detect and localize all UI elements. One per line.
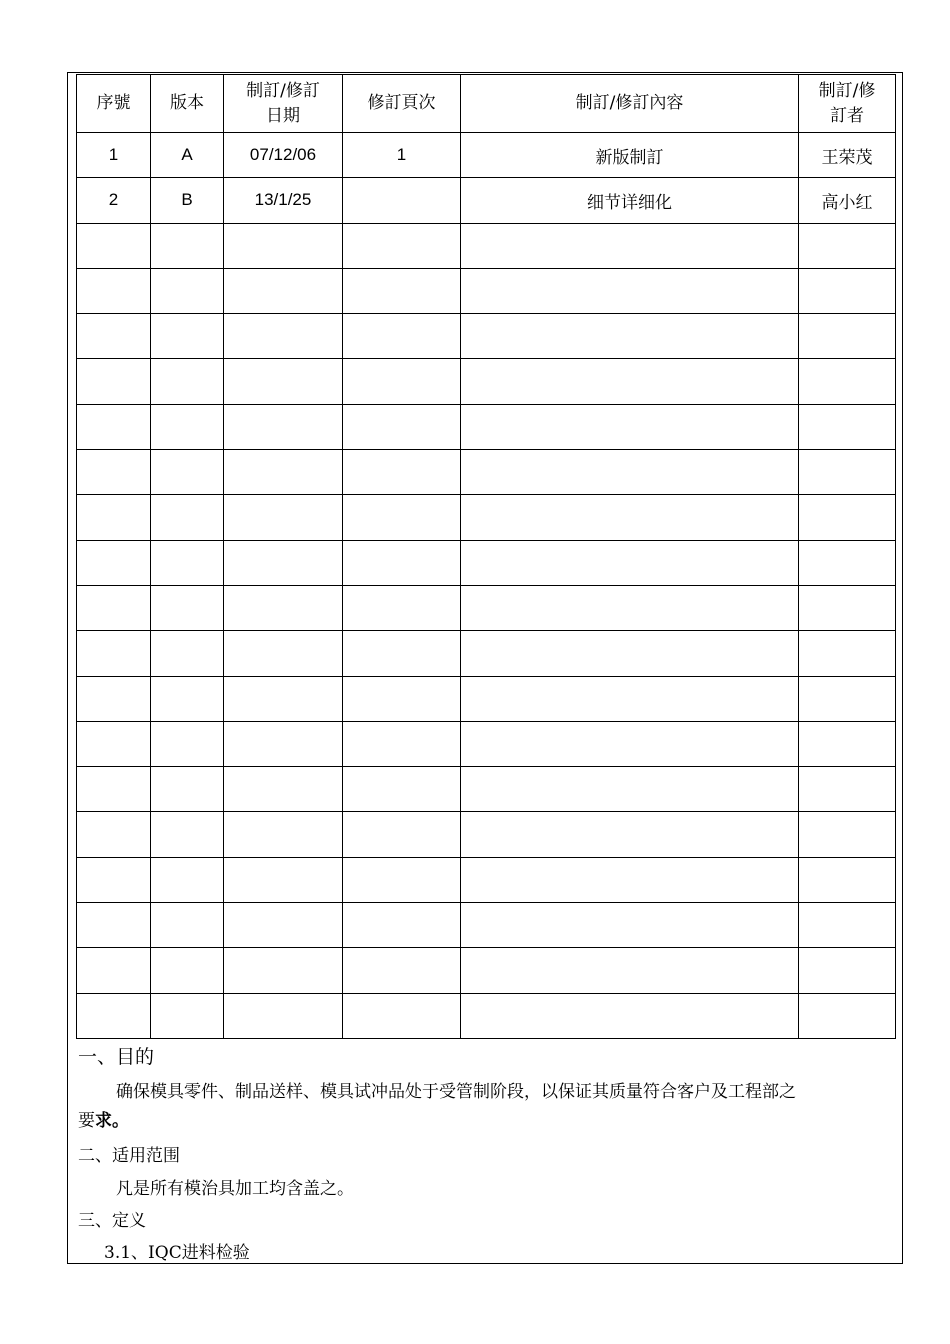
empty-cell: [151, 585, 224, 630]
table-row-empty: [77, 359, 896, 404]
cell-page: [343, 178, 461, 223]
cell-content: 细节详细化: [461, 178, 799, 223]
table-row-empty: [77, 767, 896, 812]
empty-cell: [461, 450, 799, 495]
empty-cell: [77, 903, 151, 948]
empty-cell: [799, 903, 896, 948]
section-2-body: 凡是所有模治具加工均含盖之。: [116, 1179, 354, 1199]
table-row-empty: [77, 903, 896, 948]
table-row-empty: [77, 404, 896, 449]
empty-cell: [799, 857, 896, 902]
empty-cell: [461, 404, 799, 449]
cell-content: 新版制訂: [461, 133, 799, 178]
empty-cell: [77, 223, 151, 268]
empty-cell: [151, 450, 224, 495]
empty-cell: [343, 857, 461, 902]
empty-cell: [461, 540, 799, 585]
empty-cell: [224, 314, 343, 359]
header-page: 修訂頁次: [343, 75, 461, 133]
empty-cell: [224, 721, 343, 766]
empty-cell: [461, 585, 799, 630]
empty-cell: [224, 450, 343, 495]
cell-date: 13/1/25: [224, 178, 343, 223]
table-row-empty: [77, 268, 896, 313]
cell-author: 王荣茂: [799, 133, 896, 178]
empty-cell: [461, 359, 799, 404]
section-3-title: 三、定义: [78, 1211, 146, 1231]
section-1-body-line-1: 确保模具零件、制品送样、模具试冲品处于受管制阶段，以保证其质量符合客户及工程部之: [116, 1082, 796, 1102]
empty-cell: [77, 993, 151, 1038]
empty-cell: [224, 404, 343, 449]
empty-cell: [224, 223, 343, 268]
empty-cell: [151, 948, 224, 993]
table-header-row: [77, 75, 896, 133]
empty-cell: [461, 631, 799, 676]
empty-cell: [799, 812, 896, 857]
table-row-empty: [77, 450, 896, 495]
empty-cell: [461, 903, 799, 948]
empty-cell: [151, 993, 224, 1038]
header-seq: 序號: [77, 75, 151, 133]
empty-cell: [343, 676, 461, 721]
empty-cell: [151, 223, 224, 268]
table-row-empty: [77, 676, 896, 721]
table-row-empty: [77, 721, 896, 766]
table-row-empty: [77, 631, 896, 676]
cell-version: B: [151, 178, 224, 223]
table-row-empty: [77, 495, 896, 540]
empty-cell: [224, 676, 343, 721]
empty-cell: [343, 314, 461, 359]
empty-cell: [224, 540, 343, 585]
empty-cell: [151, 903, 224, 948]
cell-page: 1: [343, 133, 461, 178]
table-row-empty: [77, 540, 896, 585]
empty-cell: [151, 540, 224, 585]
revision-history-table: [76, 74, 896, 1039]
empty-cell: [77, 676, 151, 721]
empty-cell: [343, 948, 461, 993]
empty-cell: [224, 812, 343, 857]
section-1-title: 一、目的: [78, 1046, 155, 1068]
empty-cell: [461, 223, 799, 268]
empty-cell: [461, 495, 799, 540]
empty-cell: [77, 721, 151, 766]
empty-cell: [799, 585, 896, 630]
table-row-empty: [77, 948, 896, 993]
table-row: [77, 133, 896, 178]
empty-cell: [151, 314, 224, 359]
empty-cell: [77, 812, 151, 857]
empty-cell: [799, 721, 896, 766]
table-row-empty: [77, 314, 896, 359]
empty-cell: [151, 631, 224, 676]
empty-cell: [224, 268, 343, 313]
empty-cell: [343, 450, 461, 495]
empty-cell: [224, 495, 343, 540]
empty-cell: [343, 767, 461, 812]
empty-cell: [461, 812, 799, 857]
empty-cell: [77, 948, 151, 993]
table-row: [77, 178, 896, 223]
empty-cell: [77, 268, 151, 313]
empty-cell: [77, 450, 151, 495]
empty-cell: [151, 767, 224, 812]
empty-cell: [77, 540, 151, 585]
empty-cell: [343, 223, 461, 268]
section-1-body-line-2-b: 求。: [95, 1111, 129, 1131]
empty-cell: [343, 359, 461, 404]
empty-cell: [77, 404, 151, 449]
empty-cell: [799, 404, 896, 449]
empty-cell: [151, 857, 224, 902]
empty-cell: [799, 948, 896, 993]
empty-cell: [343, 540, 461, 585]
empty-cell: [461, 721, 799, 766]
empty-cell: [77, 495, 151, 540]
empty-cell: [77, 857, 151, 902]
table-row-empty: [77, 585, 896, 630]
empty-cell: [343, 631, 461, 676]
empty-cell: [461, 268, 799, 313]
cell-author: 高小红: [799, 178, 896, 223]
empty-cell: [343, 268, 461, 313]
empty-cell: [343, 585, 461, 630]
empty-cell: [799, 540, 896, 585]
empty-cell: [151, 359, 224, 404]
table-row-empty: [77, 857, 896, 902]
empty-cell: [77, 585, 151, 630]
empty-cell: [461, 993, 799, 1038]
empty-cell: [224, 857, 343, 902]
empty-cell: [799, 314, 896, 359]
empty-cell: [77, 314, 151, 359]
empty-cell: [77, 631, 151, 676]
empty-cell: [799, 676, 896, 721]
table-row-empty: [77, 993, 896, 1038]
cell-date: 07/12/06: [224, 133, 343, 178]
empty-cell: [224, 993, 343, 1038]
empty-cell: [224, 631, 343, 676]
empty-cell: [151, 495, 224, 540]
table-row-empty: [77, 812, 896, 857]
empty-cell: [461, 948, 799, 993]
empty-cell: [151, 721, 224, 766]
empty-cell: [77, 359, 151, 404]
empty-cell: [343, 721, 461, 766]
cell-seq: 2: [77, 178, 151, 223]
empty-cell: [461, 767, 799, 812]
cell-seq: 1: [77, 133, 151, 178]
empty-cell: [799, 767, 896, 812]
empty-cell: [799, 631, 896, 676]
empty-cell: [343, 404, 461, 449]
empty-cell: [461, 676, 799, 721]
table-row-empty: [77, 223, 896, 268]
empty-cell: [799, 223, 896, 268]
empty-cell: [224, 767, 343, 812]
empty-cell: [799, 450, 896, 495]
empty-cell: [799, 268, 896, 313]
empty-cell: [224, 585, 343, 630]
empty-cell: [343, 495, 461, 540]
empty-cell: [799, 359, 896, 404]
empty-cell: [224, 903, 343, 948]
cell-version: A: [151, 133, 224, 178]
empty-cell: [461, 857, 799, 902]
section-1-body-line-2: [78, 1106, 129, 1131]
empty-cell: [343, 993, 461, 1038]
section-1-body-line-2-a: 要: [78, 1111, 95, 1131]
empty-cell: [343, 903, 461, 948]
empty-cell: [151, 268, 224, 313]
empty-cell: [224, 359, 343, 404]
header-version: 版本: [151, 75, 224, 133]
section-3-item-1: 3.1、IQC进料检验: [104, 1243, 250, 1263]
header-author: 制訂/修訂者: [799, 75, 896, 133]
section-2-title: 二、适用范围: [78, 1146, 180, 1166]
header-date: 制訂/修訂日期: [224, 75, 343, 133]
empty-cell: [151, 676, 224, 721]
empty-cell: [343, 812, 461, 857]
empty-cell: [224, 948, 343, 993]
empty-cell: [151, 404, 224, 449]
empty-cell: [799, 993, 896, 1038]
empty-cell: [151, 812, 224, 857]
empty-cell: [799, 495, 896, 540]
empty-cell: [77, 767, 151, 812]
empty-cell: [461, 314, 799, 359]
header-content: 制訂/修訂內容: [461, 75, 799, 133]
